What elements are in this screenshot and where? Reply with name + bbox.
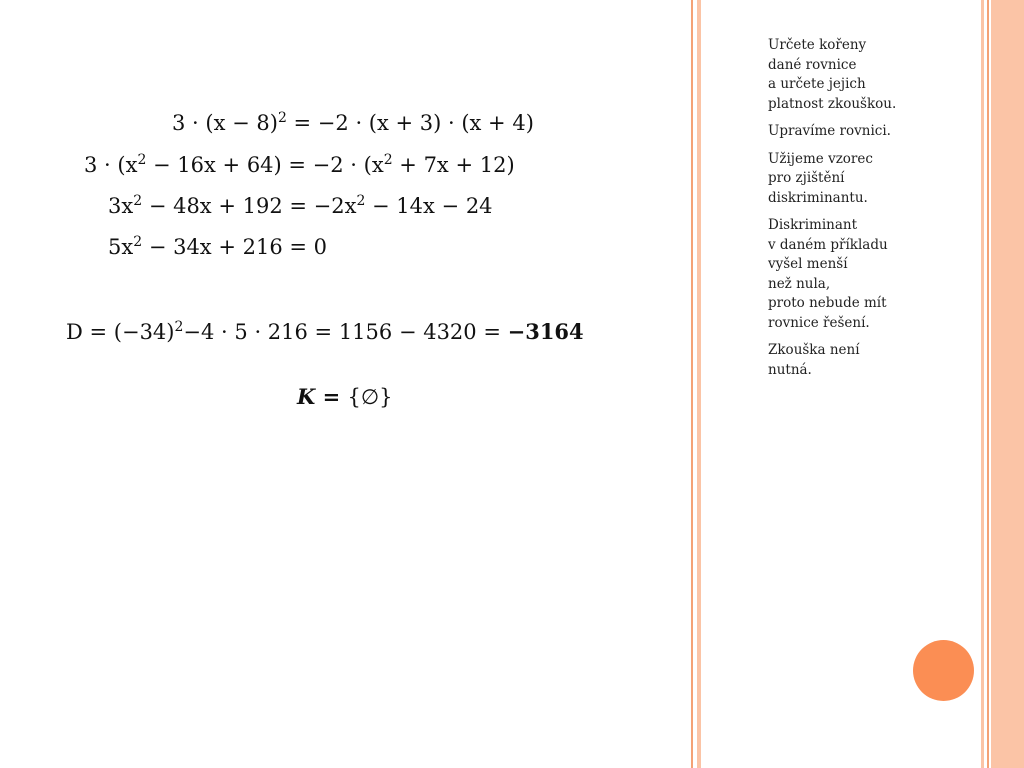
decorative-stripe (987, 0, 989, 768)
solution-label: K (297, 384, 316, 409)
equation-3-part: − 14x − 24 (365, 194, 493, 218)
equation-4 (108, 234, 327, 260)
equation-2-part: − 16x + 64) = −2 · (x (146, 153, 384, 177)
equation-3-part: − 48x + 192 = −2x (142, 194, 357, 218)
discriminant-equation (66, 319, 584, 345)
note-discriminant (768, 216, 973, 333)
note-line: platnost zkouškou. (768, 95, 897, 112)
decorative-circle (913, 640, 974, 701)
note-line: rovnice řešení. (768, 314, 870, 331)
exponent: 2 (356, 193, 366, 209)
decorative-stripe (691, 0, 693, 768)
decorative-stripe (697, 0, 701, 768)
exponent: 2 (133, 234, 143, 250)
note-line: Diskriminant (768, 217, 858, 233)
note-line: proto nebude mít (768, 295, 887, 311)
equation-3 (108, 193, 493, 219)
note-formula (768, 150, 973, 209)
equation-1 (172, 110, 534, 136)
note-line: dané rovnice (768, 56, 857, 73)
exponent: 2 (174, 319, 184, 335)
note-line: Určete kořeny (768, 37, 867, 53)
equation-2-part: + 7x + 12) (392, 153, 515, 177)
solution-value: {∅} (347, 385, 393, 409)
note-task (768, 36, 973, 114)
note-line: Upravíme rovnici. (768, 123, 891, 139)
notes-panel (768, 36, 973, 388)
equation-4-part: − 34x + 216 = 0 (142, 235, 327, 259)
note-line: a určete jejich (768, 76, 866, 92)
solution-set (297, 384, 393, 410)
exponent: 2 (133, 193, 143, 209)
equation-3-part: 3x (108, 194, 134, 218)
equation-2 (84, 152, 515, 178)
solution-equals: = (315, 384, 348, 409)
note-check (768, 341, 973, 380)
note-line: než nula, (768, 275, 831, 292)
decorative-stripe (981, 0, 984, 768)
exponent: 2 (277, 110, 287, 126)
note-line: v daném příkladu (768, 236, 888, 253)
note-simplify (768, 122, 973, 142)
equation-1-lhs: 3 · (x − 8) (172, 111, 278, 135)
note-line: vyšel menší (768, 256, 848, 272)
equation-2-part: 3 · (x (84, 153, 138, 177)
discriminant-result: −3164 (507, 319, 584, 344)
discriminant-part: D = (−34) (66, 320, 175, 344)
exponent: 2 (383, 152, 393, 168)
note-line: Užijeme vzorec (768, 150, 873, 167)
exponent: 2 (137, 152, 147, 168)
note-line: nutná. (768, 361, 812, 378)
decorative-stripe (991, 0, 1024, 768)
equation-1-rhs: = −2 · (x + 3) · (x + 4) (286, 111, 534, 135)
note-line: Zkouška není (768, 342, 860, 358)
equation-4-part: 5x (108, 235, 134, 259)
note-line: pro zjištění (768, 170, 845, 186)
discriminant-part: −4 · 5 · 216 = 1156 − 4320 = (183, 320, 508, 344)
note-line: diskriminantu. (768, 189, 868, 206)
